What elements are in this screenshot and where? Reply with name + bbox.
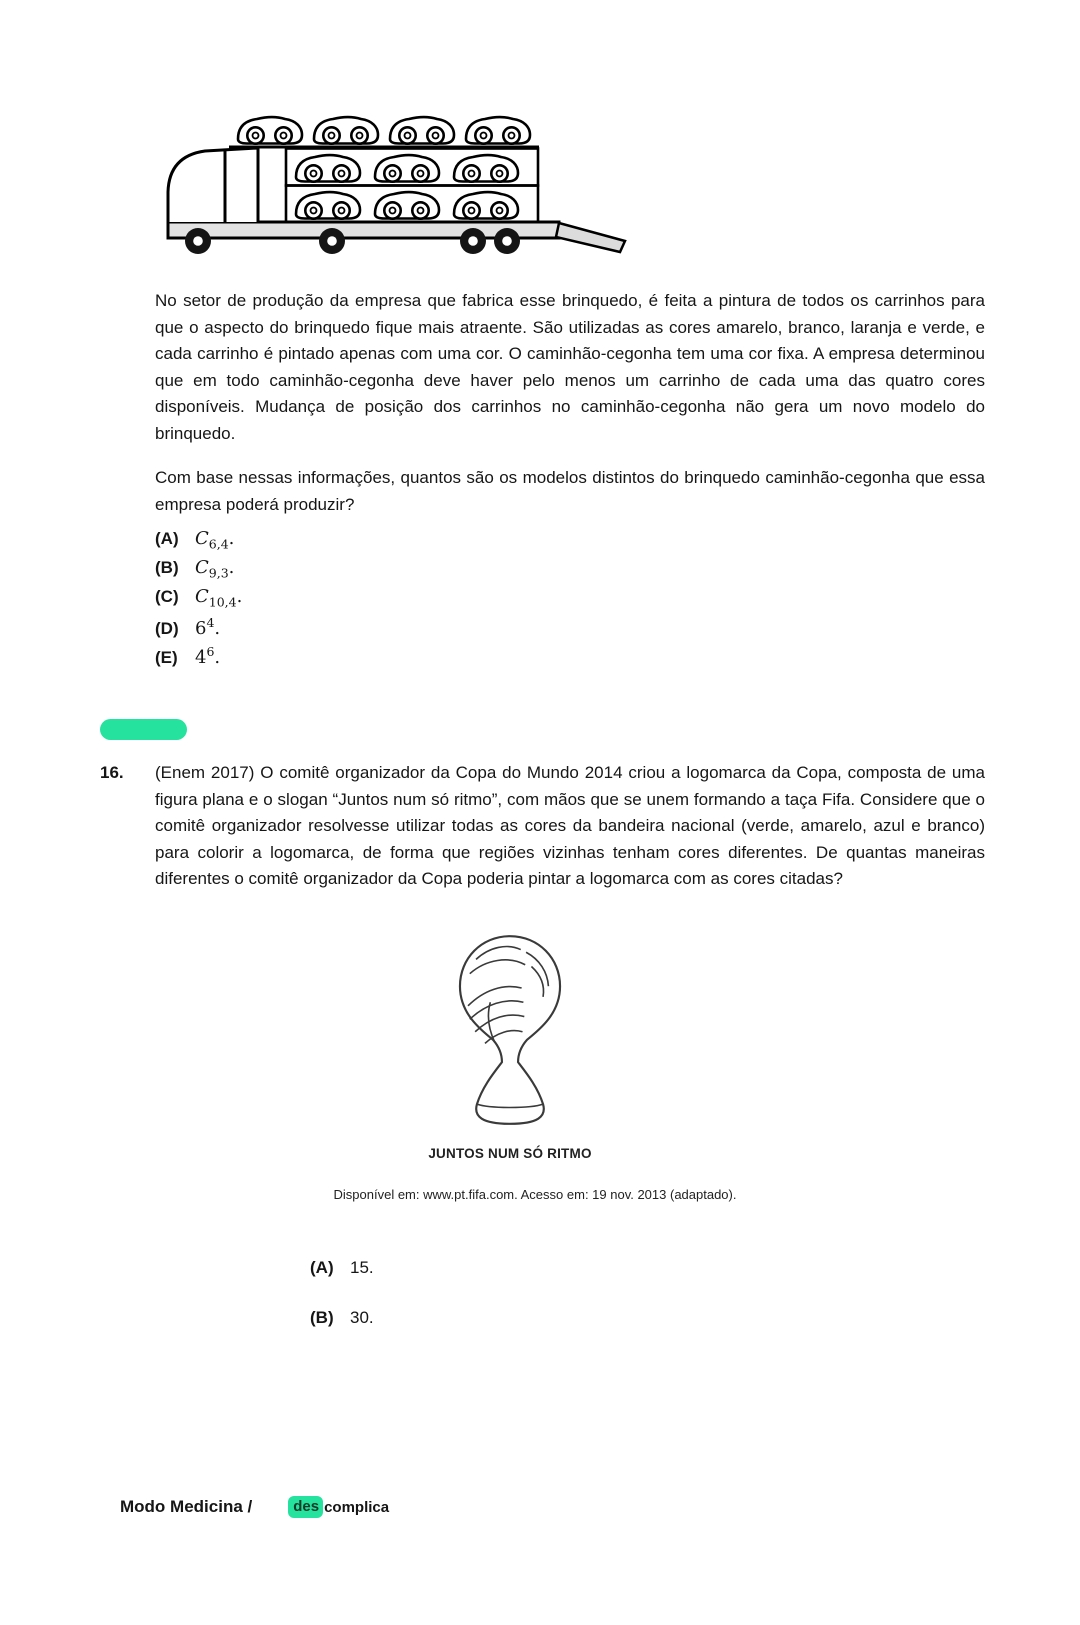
image-source: Disponível em: www.pt.fifa.com. Acesso em: 19 nov. 2013 (adaptado). xyxy=(333,1186,737,1202)
option-value: $C_{6,4}$. xyxy=(195,528,235,552)
option-label: (D) xyxy=(155,619,179,638)
option-value: 30. xyxy=(350,1307,374,1327)
option-d xyxy=(155,615,1080,644)
descomplica-logo-badge: des xyxy=(288,1496,323,1518)
option-a xyxy=(155,528,1080,557)
question-16-options xyxy=(310,1258,985,1358)
option-label: (E) xyxy=(155,648,178,667)
option-value: $C_{10,4}$. xyxy=(195,586,243,610)
question-16 xyxy=(100,760,985,1358)
option-label: (A) xyxy=(310,1257,334,1277)
option-value: $C_{9,3}$. xyxy=(195,557,235,581)
exam-page xyxy=(0,100,1080,1625)
question-number: 16. xyxy=(100,763,124,782)
option-a xyxy=(310,1258,985,1308)
option-label: (B) xyxy=(310,1307,334,1327)
truck-drawing-icon xyxy=(165,100,631,260)
option-b xyxy=(155,557,1080,586)
fifa-logo-caption: JUNTOS NUM SÓ RITMO xyxy=(428,1145,592,1161)
question-15-prompt: Com base nessas informações, quantos são os modelos distintos do brinquedo caminhão-cegonha que essa empresa poderá produzir? xyxy=(155,468,985,514)
question-15-body: No setor de produção da empresa que fabrica esse brinquedo, é feita a pintura de todos os carrinhos para que o aspecto do brinquedo fique mais atraente. São utilizadas as cores amarelo, branco, laranja e verde, e cada carrinho é pintado apenas com uma cor. O caminhão-cegonha tem uma cor fixa. A empresa determinou que em todo caminhão-cegonha deve haver pelo menos um carrinho de cada uma das quatro cores disponíveis. Mudança de posição dos carrinhos no caminhão-cegonha não gera um novo modelo do brinquedo. xyxy=(155,291,985,443)
option-value: $6^4$. xyxy=(195,615,221,639)
option-e xyxy=(155,644,1080,673)
option-label: (A) xyxy=(155,529,179,548)
option-value: 15. xyxy=(350,1257,374,1277)
course-brand: Modo Medicina / xyxy=(120,1497,253,1516)
descomplica-logo-text: complica xyxy=(324,1498,390,1516)
truck-illustration xyxy=(165,100,631,260)
fifa-trophy-logo-icon xyxy=(434,929,586,1139)
descomplica-logo xyxy=(288,1496,389,1518)
green-marker xyxy=(100,719,187,740)
question-16-body: (Enem 2017) O comitê organizador da Copa do Mundo 2014 criou a logomarca da Copa, composta de uma figura plana e o slogan “Juntos num só ritmo”, com mãos que se unem formando a taça Fifa. Considere que o comitê organizador resolvesse utilizar todas as cores da bandeira nacional (verde, amarelo, azul e branco) para colorir a logomarca, de forma que regiões vizinhas tenham cores diferentes. De quantas maneiras diferentes o comitê organizador da Copa poderia pintar a logomarca com as cores citadas? xyxy=(155,763,985,888)
option-value: $4^6$. xyxy=(195,644,221,668)
option-label: (C) xyxy=(155,587,179,606)
fifa-logo-figure xyxy=(95,929,925,1161)
question-15 xyxy=(0,288,1080,673)
option-b xyxy=(310,1308,985,1358)
option-c xyxy=(155,586,1080,615)
page-footer xyxy=(120,1496,389,1518)
option-label: (B) xyxy=(155,558,179,577)
question-15-options xyxy=(155,528,1080,673)
